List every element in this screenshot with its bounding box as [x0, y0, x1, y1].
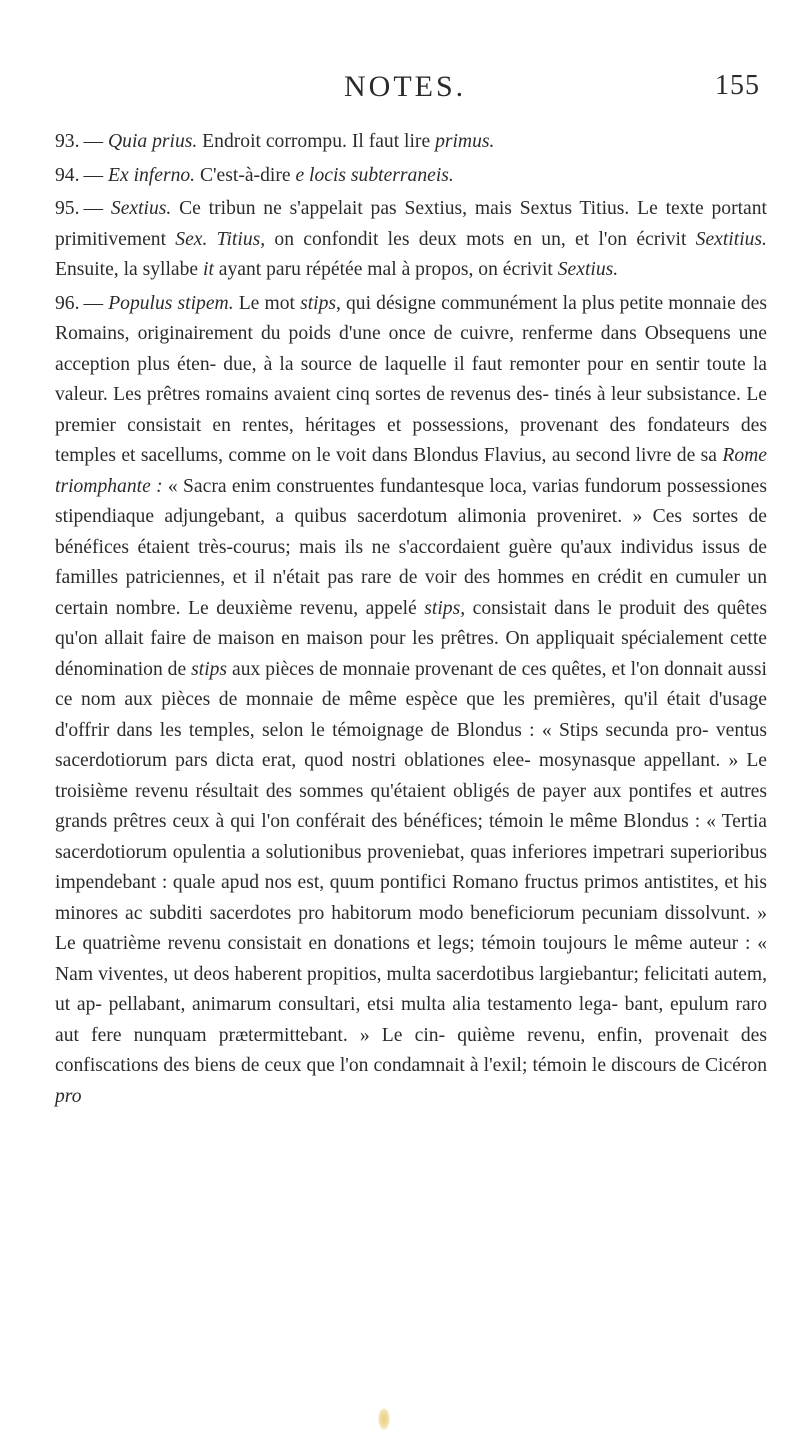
- note-text: C'est-à-dire: [195, 164, 296, 186]
- note-paragraph: [55, 289, 767, 1113]
- italic-text: Sextius.: [110, 198, 172, 219]
- italic-text: Sex. Titius,: [175, 228, 266, 250]
- italic-text: primus.: [435, 131, 495, 152]
- note-dash: —: [83, 131, 104, 152]
- note-text: Ce tribun ne s'appelait pas Sextius, mais Sextus Titius. Le texte portant primitivement: [55, 198, 767, 250]
- note-paragraph: [55, 127, 767, 158]
- italic-text: Ex inferno.: [108, 164, 196, 186]
- running-title: NOTES.: [344, 70, 467, 103]
- note-number: 96.: [55, 292, 80, 314]
- note-text: ayant paru répétée mal à propos, on écrivit: [213, 259, 558, 280]
- note-number: 93.: [55, 131, 80, 152]
- note-dash: —: [83, 292, 104, 314]
- note-text: consistait dans le produit des quêtes qu'on allait faire de maison en maison pour les prêtres. On appliquait spécialement cette dénomination de: [55, 597, 767, 680]
- italic-text: pro: [55, 1085, 82, 1107]
- note-text: « Sacra enim construentes fundantesque loca, varias fundorum possessiones stipendiaque adjungebant, a quibus sacerdotum alimonia proveniret. » Ces sortes de bénéfices étaient très-courus; mais ils ne s'accordaient guère qu'aux individus issus de familles patriciennes, et il n'était pas rare de voir des hommes en crédit en cumuler un certain nombre. Le deuxième revenu, appelé: [55, 475, 767, 619]
- note-text: Endroit corrompu. Il faut lire: [197, 131, 436, 152]
- notes-body: [55, 127, 767, 1112]
- note-text: aux pièces de monnaie provenant de ces quêtes, et l'on donnait aussi ce nom aux pièces de monnaie de même espèce que les premières, qu'il était d'usage d'offrir dans les temples, selon le témoignage de Blondus : « Stips secunda pro- ventus sacerdotiorum pars dicta erat, quod nostri oblationes elee- mosynasque appellant. » Le troisième revenu résultait des sommes qu'étaient obligés de payer aux pontifes et autres grands prêtres ceux à qui l'on conférait des bénéfices; témoin le même Blondus : « Tertia sacerdotiorum opulentia a solutionibus proveniebat, quas inferiores impetrari superioribus impendebant : quale apud nos est, quum pontifici Romano fructus primos antistites, et his minores ac subditi sacerdotes pro habitorum modo beneficiorum pecuniam dissolvunt. » Le quatrième revenu consistait en donations et legs; témoin toujours le même auteur : « Nam viventes, ut deos haberent propitios, multa sacerdotibus largiebantur; felicitati autem, ut ap- pellabant, animarum consultari, etsi multa alia testamento lega- bant, epulum raro aut fere nunquam prætermittebant. » Le cin- quième revenu, enfin, provenait des confiscations des biens de ceux que l'on condamnait à l'exil; témoin le discours de Cicéron: [55, 658, 767, 1076]
- italic-text: Populus stipem.: [108, 292, 234, 314]
- italic-text: Quia prius.: [108, 131, 198, 152]
- italic-text: Sextius.: [557, 259, 619, 280]
- note-text: Ensuite, la syllabe: [55, 259, 204, 280]
- ink-stain-mark: [378, 1408, 390, 1430]
- italic-text: Sextitius.: [695, 228, 767, 250]
- italic-text: stips,: [300, 292, 341, 314]
- note-text: qui désigne communément la plus petite monnaie des Romains, originairement du poids d'une once de cuivre, renferme dans Obsequens une acception plus éten- due, à la source de laquelle il faut remonter pour en sentir toute la valeur. Les prêtres romains avaient cinq sortes de revenus des- tinés à leur subsistance. Le premier consistait en rentes, héritages et possessions, provenant des fondateurs des temples et sacellums, comme on le voit dans Blondus Flavius, au second livre de sa: [55, 292, 767, 466]
- note-text: Le mot: [233, 292, 301, 314]
- page-number: 155: [715, 70, 760, 101]
- note-paragraph: [55, 161, 767, 192]
- note-number: 95.: [55, 198, 80, 219]
- italic-text: stips,: [424, 597, 466, 619]
- italic-text: it: [203, 259, 214, 280]
- italic-text: Rome triomphante :: [55, 445, 767, 497]
- note-number: 94.: [55, 164, 80, 186]
- note-dash: —: [83, 198, 104, 219]
- note-text: on confondit les deux mots en un, et l'on écrivit: [265, 228, 696, 250]
- note-paragraph: [55, 194, 767, 286]
- italic-text: stips: [191, 658, 228, 680]
- page-header: [0, 70, 800, 110]
- note-dash: —: [83, 164, 104, 186]
- italic-text: e locis subterraneis.: [295, 164, 454, 186]
